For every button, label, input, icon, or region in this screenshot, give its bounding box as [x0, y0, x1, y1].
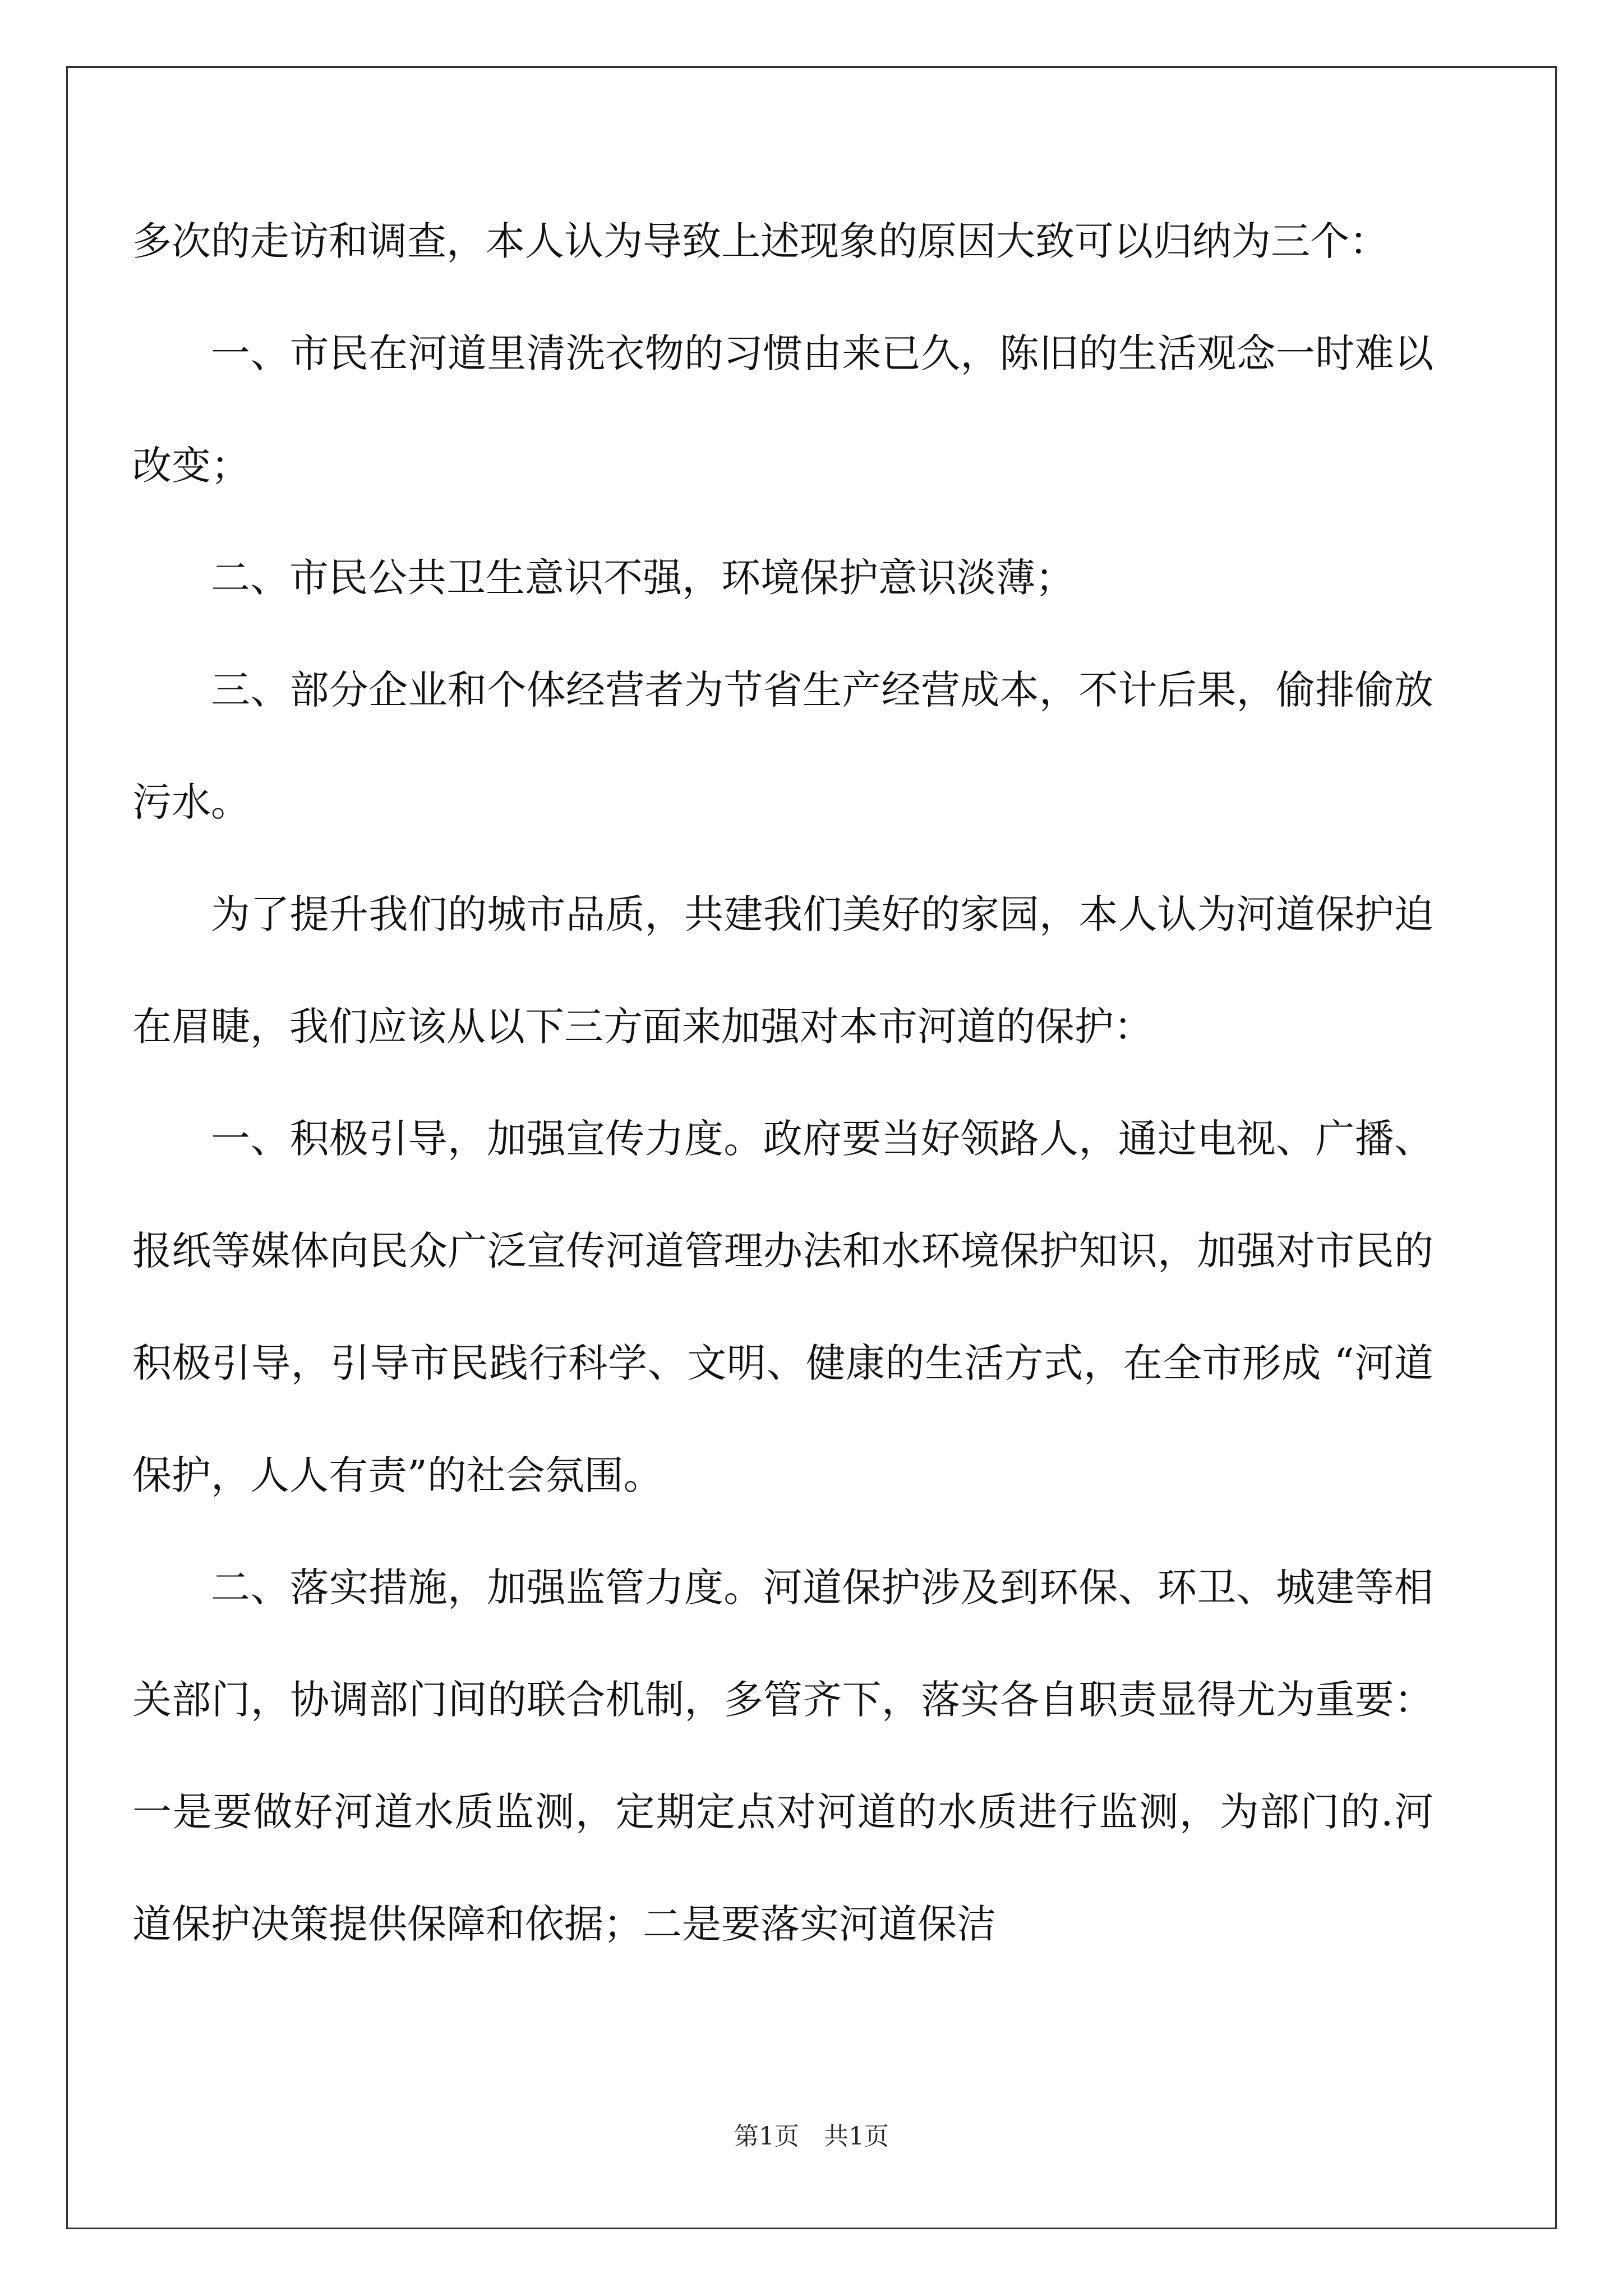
paragraph-5: 为了提升我们的城市品质，共建我们美好的家园，本人认为河道保护迫在眉睫，我们应该从以下三方面来加强对本市河道的保护： — [132, 891, 1433, 1050]
paragraph-6: 一、积极引导，加强宣传力度。政府要当好领路人，通过电视、广播、报纸等媒体向民众广泛宣传河道管理办法和水环境保护知识，加强对市民的积极引导，引导市民践行科学、文明、健康的生活方式，在全市形成 “河道保护，人人有责”的社会氛围。 — [132, 1116, 1433, 1498]
paragraph-7: 二、落实措施，加强监管力度。河道保护涉及到环保、环卫、城建等相关部门，协调部门间的联合机制，多管齐下，落实各自职责显得尤为重要：一是要做好河道水质监测，定期定点对河道的水质进行监测，为部门的.河道保护决策提供保障和依据；二是要落实河道保洁 — [132, 1565, 1433, 1947]
document-body — [132, 185, 1433, 1980]
paragraph-1: 多次的走访和调查，本人认为导致上述现象的原因大致可以归纳为三个： — [132, 218, 1389, 264]
paragraph-3: 二、市民公共卫生意识不强，环境保护意识淡薄； — [211, 555, 1075, 601]
paragraph-4: 三、部分企业和个体经营者为节省生产经营成本，不计后果，偷排偷放污水。 — [132, 667, 1433, 825]
paragraph-2: 一、市民在河道里清洗衣物的习惯由来已久，陈旧的生活观念一时难以改变； — [132, 330, 1433, 489]
page-footer: 第1页 共1页 — [734, 2122, 889, 2151]
